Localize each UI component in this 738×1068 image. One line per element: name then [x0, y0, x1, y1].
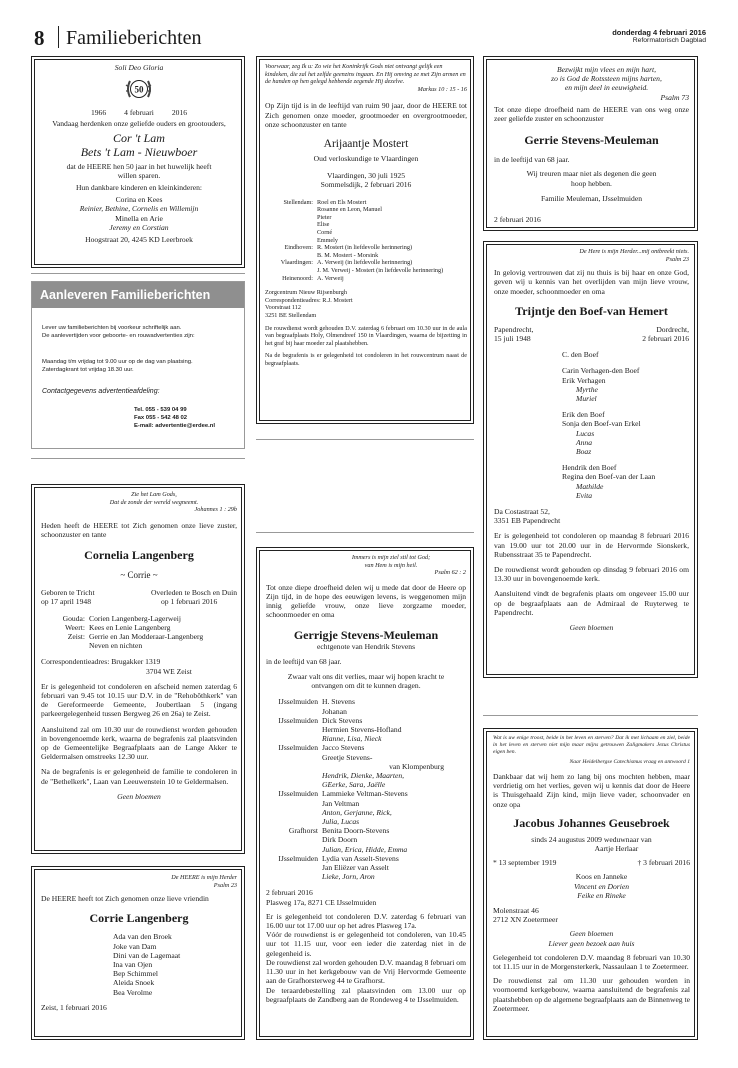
family-place: [266, 817, 322, 826]
family-member: Vincent en Dorien: [573, 881, 630, 891]
gerrigje-family-row: [266, 780, 466, 789]
gerrie-verse-1: Bezwijkt mijn vlees en mijn hart,: [556, 65, 657, 74]
family-names: Benita Doorn-Stevens: [322, 826, 390, 836]
gerrie-name: Gerrie Stevens-Meuleman: [524, 133, 659, 148]
family-names: Hendrik, Dienke, Maarten,: [322, 771, 405, 781]
jacobus-service: De rouwdienst zal om 11.30 uur gehouden worden in voornoemd kerkgebouw, waarna aansluitend de begrafenis zal plaatshebben op de algemene begraafplaats aan de Binnenweg te Zoetermeer.: [493, 976, 690, 1013]
family-member: Erik Verhagen: [562, 375, 606, 385]
relative-names: Gerrie en Jan Modderaar-Langenberg: [89, 632, 204, 641]
gerrigje-verse2: Zwaar valt ons dit verlies, maar wij hopen kracht te ontvangen om dit te kunnen dragen.: [287, 672, 445, 691]
family-place: [266, 835, 322, 844]
trijntje-died-date: 2 februari 2016: [642, 334, 689, 343]
family-place: [266, 845, 322, 854]
family-place: IJsselmuiden: [278, 853, 318, 863]
relative-place: Weert:: [64, 622, 85, 632]
jacobus-address-1: Molenstraat 46: [493, 906, 539, 916]
family-member: Erik den Boef: [562, 410, 605, 420]
relative-names: Neven en nichten: [89, 641, 143, 651]
mostert-verse: Voorwaar, zeg Ik u: Zo wie het Koninkrijk Gods niet ontvangt gelijk een kindeken, die zal het zelfde geenzins ingaan. En Hij omving ze met Zijn armen en de handen op hen gelegd hebbende zegende Hij dezelve.: [265, 63, 466, 86]
trijntje-intro: In gelovig vertrouwen dat zij nu thuis is bij haar en onze God, geven wij u kennis van het overlijden van mijn lieve vrouw, onze moeder, schoonmoeder en oma: [494, 268, 689, 296]
gerrigje-address: Plasweg 17a, 8271 CE IJsselmuiden: [266, 897, 377, 907]
gerrie-verse-2: zo is God de Rotssteen mijns harten,: [551, 74, 662, 84]
gerrigje-verse-2: van Hem is mijn heil.: [364, 561, 418, 569]
trijntje-family: [494, 350, 689, 500]
gerrigje-family-row: [266, 799, 466, 808]
family-names: Jan Eliëzer van Asselt: [322, 863, 389, 873]
cornelia-born-2: op 17 april 1948: [41, 597, 91, 607]
family-names: Rianne, Lisa, Nieck: [322, 734, 382, 744]
relative-names: Emmely: [317, 236, 338, 244]
cornelia-condolence: Er is gelegenheid tot condoleren en afscheid nemen zaterdag 6 februari van 9.45 tot 10.15 uur D.V. in de "Rehobôthkerk" van de Gereformeerde Gemeente, Joubertlaan 5 (ingang parkeergelegenheid tussen Bergweg 26 en 26a) te Zeist.: [41, 681, 237, 719]
gerrigje-name: Gerrigje Stevens-Meuleman: [293, 627, 439, 642]
cornelia-born-1: Geboren te Tricht: [41, 588, 95, 598]
trijntje-born-date: 15 juli 1948: [494, 334, 531, 343]
relative-names: Pieter: [317, 213, 332, 221]
notice-gerrie: [483, 56, 698, 231]
lam-year-end: 2016: [171, 108, 188, 118]
gerrie-date: 2 februari 2016: [494, 215, 541, 225]
relative-names: R. Mostert (in liefdevolle herinnering): [317, 244, 413, 252]
mostert-address-1: Zorgcentrum Nieuw Rijsenburgh: [265, 289, 347, 297]
mostert-died: Sommelsdijk, 2 februari 2016: [320, 180, 412, 190]
family-names: GEerke, Sara, Jaëlle: [322, 780, 386, 790]
gerrigje-family-row: [266, 734, 466, 743]
family-place: [266, 734, 322, 743]
relative-names: Roel en Els Mostert: [317, 198, 367, 206]
submission-title: Aanleveren Familieberichten: [40, 288, 211, 302]
cornelia-name: Cornelia Langenberg: [84, 548, 194, 563]
submission-tel: Tel. 055 - 539 04 99: [134, 407, 187, 413]
family-names: Dick Stevens: [322, 715, 363, 725]
submission-fax: Fax 055 - 542 48 02: [134, 415, 188, 421]
family-place: IJsselmuiden: [278, 697, 318, 707]
family-member: Muriel: [576, 394, 597, 404]
submission-title-bar: [32, 282, 244, 308]
gerrie-intro: Tot onze diepe droefheid nam de HEERE van ons weg onze zeer geliefde zuster en schoonzuster: [494, 104, 689, 124]
family-member: Evita: [576, 490, 593, 500]
gerrigje-verse-1: Immers is mijn ziel stil tot God;: [351, 554, 431, 561]
column-divider-5: [483, 715, 698, 716]
corrie-friends: [41, 932, 237, 996]
section-title: Familieberichten: [66, 27, 202, 49]
corrie-date: Zeist, 1 februari 2016: [41, 1002, 107, 1012]
gerrigje-date: 2 februari 2016: [266, 888, 313, 898]
gerrigje-intro: Tot onze diepe droefheid delen wij u mede dat door de Heere op Zijn tijd, in de hope des eeuwigen levens, is weggenomen mijn innig geliefde vrouw, onze lieve zorgzame moeder, schoonmoeder en oma: [266, 582, 466, 620]
family-place: [266, 725, 322, 734]
trijntje-flowers: Geen bloemen: [569, 623, 614, 633]
mostert-address-2: Correspondentieadres: R.J. Mostert: [265, 296, 353, 304]
gerrigje-verse-ref: Psalm 62 : 2: [434, 569, 466, 577]
mostert-relative-row: [265, 252, 467, 260]
jacobus-born: * 13 september 1919: [493, 858, 557, 868]
gerrie-verse-ref: Psalm 73: [660, 92, 689, 102]
submission-email[interactable]: E-mail: advertentie@erdee.nl: [134, 423, 216, 429]
mostert-relative-row: [265, 214, 467, 222]
corrie-intro: De HEERE heeft tot Zich genomen onze lieve vriendin: [41, 894, 209, 904]
lam-children-3: Jeremy en Corstian: [109, 222, 169, 232]
mostert-relative-row: [265, 237, 467, 245]
relative-place: [265, 237, 317, 245]
lam-intro: Vandaag herdenken onze geliefde ouders en grootouders,: [52, 119, 226, 129]
gerrigje-family-row: [266, 789, 466, 798]
lam-children-2: Minella en Arie: [115, 213, 163, 223]
relative-place: Heinenoord:: [282, 274, 313, 282]
family-names: Anton, Gerjanne, Rick,: [322, 807, 392, 817]
lam-body: dat de HEERE hen 50 jaar in het huwelijk heeft willen sparen.: [66, 161, 212, 180]
mostert-born: Vlaardingen, 30 juli 1925: [326, 171, 406, 181]
lam-date: 4 februari: [124, 108, 154, 118]
gerrigje-family-row: [266, 808, 466, 817]
jacobus-intro: Dankbaar dat wij hem zo lang bij ons mochten hebben, maar verdrietig om het verlies, geven wij u kennis dat door de Heere is Thuisgehaald Zijn kind, mijn lieve vader, schoonvader en onze opa: [493, 772, 690, 809]
family-member: Mathilde: [576, 481, 604, 491]
family-place: [266, 780, 322, 789]
family-place: Grafhorst: [288, 826, 318, 836]
mostert-relative-row: [265, 221, 467, 229]
notice-jacobus: [483, 728, 698, 1040]
lam-thanks: Hun dankbare kinderen en kleinkinderen:: [75, 183, 203, 193]
column-divider-4: [256, 532, 474, 533]
jacobus-flowers-2: Liever geen bezoek aan huis: [548, 938, 635, 948]
family-place: [266, 771, 322, 780]
family-place: [266, 707, 322, 716]
relative-place: Stellendam:: [283, 198, 313, 206]
gerrie-family: Familie Meuleman, IJsselmuiden: [540, 193, 643, 203]
family-member: Boaz: [576, 447, 592, 457]
relative-place: [41, 641, 89, 650]
lam-children-0: Corina en Kees: [115, 195, 163, 205]
cornelia-died-1: Overleden te Bosch en Duin: [150, 588, 237, 598]
notice-lam: [31, 56, 245, 268]
submission-info-box: [31, 281, 245, 449]
mostert-funeral: De rouwdienst wordt gehouden D.V. zaterdag 6 februari om 10.30 uur in de aula van begraafplaats Holy, Olmendreef 150 in Vlaardingen, waarna de bijzetting in het graf bij haar moeder zal plaatshebben.: [265, 324, 467, 347]
family-place: IJsselmuiden: [278, 789, 318, 799]
family-names: Dirk Doorn: [322, 835, 358, 845]
family-member: Regina den Boef-van der Laan: [562, 472, 656, 482]
mostert-address-4: 3251 BE Stellendam: [265, 311, 317, 319]
family-names: Julia, Lucas: [322, 817, 360, 827]
relative-names: Elise: [317, 221, 330, 229]
relative-place: [265, 206, 317, 214]
friend-name: Bep Schimmel: [113, 969, 158, 979]
relative-place: [265, 221, 317, 229]
trijntje-service: De rouwdienst wordt gehouden op dinsdag 9 februari 2016 om 13.30 uur in bovengenoemde kerk.: [494, 565, 689, 584]
relative-place: Zeist:: [67, 632, 85, 641]
mostert-relative-row: [265, 267, 467, 275]
cornelia-relative-row: [41, 632, 237, 641]
mostert-verse-ref: Markus 10 : 15 - 16: [417, 85, 467, 93]
lam-names-1: Cor 't Lam: [113, 130, 165, 145]
gerrigje-service: De rouwdienst zal worden gehouden D.V. maandag 8 februari om 11.30 uur in het kerkgebouw van de Vrij Hervormde Gemeente aan de Grafhorsterweg 44 te Grafhorst.: [266, 957, 466, 986]
gerrigje-burial: De teraardebestelling zal plaatsvinden om 13.00 uur op begraafplaats de Zandberg aan de Rondeweg 4 te IJsselmuiden.: [266, 985, 466, 1004]
mostert-relative-row: [265, 275, 467, 283]
family-names: van Klompenburg: [389, 761, 444, 771]
family-names: Julian, Erica, Hidde, Emma: [322, 844, 408, 854]
cornelia-relative-row: [41, 614, 237, 623]
gerrigje-family-row: [266, 872, 466, 881]
friend-name: Bea Verolme: [113, 987, 153, 997]
family-member: Anna: [576, 437, 593, 447]
jacobus-verse-ref: Naar Heidelbergse Catechismus vraag en antwoord 1: [569, 759, 690, 765]
page-number: 8: [34, 26, 45, 50]
relative-place: Eindhoven:: [284, 244, 313, 252]
gerrigje-before: Vóór de rouwdienst is er gelegenheid tot condoleren, van 10.45 uur tot 11.15 uur, voor een ieder die zaterdag niet in de gelegenheid is.: [266, 930, 466, 958]
relative-names: Corien Langenberg-Lagerweij: [89, 613, 181, 623]
header-date: donderdag 4 februari 2016: [612, 28, 706, 37]
family-names: Lammieke Veltman-Stevens: [322, 789, 408, 799]
jacobus-sub-1: sinds 24 augustus 2009 weduwnaar van: [531, 834, 652, 844]
family-member: Myrthe: [576, 384, 598, 394]
relative-names: A. Verweij: [317, 274, 344, 282]
lam-names-2: Bets 't Lam - Nieuwboer: [80, 144, 198, 159]
gerrigje-family-row: [266, 743, 466, 752]
jacobus-died: † 3 februari 2016: [637, 858, 690, 868]
anniversary-wreath-icon: [124, 75, 154, 101]
gerrie-age: in de leeftijd van 68 jaar.: [494, 155, 570, 165]
family-member: C. den Boef: [562, 350, 599, 360]
jacobus-flowers-1: Geen bloemen: [569, 929, 614, 939]
submission-line-1: Lever uw familieberichten bij voorkeur schriftelijk aan.: [42, 325, 182, 331]
gerrigje-family-row: [266, 771, 466, 780]
family-member: Hendrik den Boef: [562, 463, 617, 473]
corrie-verse-ref: Psalm 23: [213, 881, 237, 889]
trijntje-verse: De Here is mijn Herder...mij ontbreekt niets.: [579, 248, 689, 255]
cornelia-died-2: op 1 februari 2016: [160, 597, 218, 607]
gerrigje-family-row: [266, 697, 466, 706]
gerrigje-family-row: [266, 725, 466, 734]
gerrigje-condolence: Er is gelegenheid tot condoleren D.V. zaterdag 6 februari van 16.00 uur tot 17.00 uur op het adres Plasweg 17a.: [266, 911, 466, 931]
cornelia-relatives: [41, 614, 237, 651]
mostert-relatives: [265, 199, 467, 283]
family-member: Koos en Janneke: [575, 872, 628, 882]
relative-place: Gouda:: [62, 613, 85, 623]
family-place: IJsselmuiden: [278, 743, 318, 753]
header-divider: [58, 26, 59, 48]
trijntje-born-place: Papendrecht,: [494, 324, 534, 334]
notice-cornelia: [31, 484, 245, 854]
column-divider-1: [31, 273, 245, 274]
family-member: Feike en Rineke: [577, 890, 626, 900]
mostert-relative-row: [265, 206, 467, 214]
relative-names: J. M. Verweij - Mostert (in liefdevolle herinnering): [317, 266, 444, 274]
friend-name: Joke van Dam: [113, 941, 157, 951]
jacobus-address-2: 2712 XN Zoetermeer: [493, 915, 558, 925]
submission-contact-label: Contactgegevens advertentieafdeling:: [42, 388, 160, 395]
trijntje-address-1: Da Costastraat 52,: [494, 507, 550, 517]
cornelia-relative-row: [41, 641, 237, 650]
mostert-relative-row: [265, 259, 467, 267]
mostert-relative-row: [265, 244, 467, 252]
trijntje-address-2: 3351 EB Papendrecht: [494, 516, 561, 526]
family-names: H. Stevens: [322, 697, 355, 707]
lam-badge: 50: [134, 84, 144, 95]
lam-children-1: Reinier, Bethine, Cornelis en Willemijn: [79, 204, 199, 214]
relative-names: A. Verweij (in liefdevolle herinnering): [317, 259, 413, 267]
gerrigje-family-row: [266, 716, 466, 725]
submission-line-4: Zaterdagkrant tot vrijdag 18.30 uur.: [42, 367, 134, 373]
trijntje-name: Trijntje den Boef-van Hemert: [515, 303, 668, 318]
cornelia-after: Na de begrafenis is er gelegenheid de familie te condoleren in de "Bethelkerk", Laan van Leeuwenstein 10 te Geldermalsen.: [41, 767, 237, 786]
relative-names: Kees en Lenie Langenberg: [89, 622, 171, 632]
lam-year-start: 1966: [90, 108, 107, 118]
cornelia-address-2: 3704 WE Zeist: [146, 666, 192, 676]
gerrigje-sub: echtgenote van Hendrik Stevens: [316, 641, 416, 651]
relative-names: Corné: [317, 228, 333, 236]
mostert-name: Arijaantje Mostert: [323, 137, 409, 150]
lam-motto: Soli Deo Gloria: [114, 63, 164, 72]
gerrigje-family-row: [266, 835, 466, 844]
relative-place: [265, 267, 317, 275]
jacobus-sub-2: Aartje Herlaar: [594, 844, 639, 854]
family-names: Jacco Stevens: [322, 743, 365, 753]
gerrigje-family-row: [266, 826, 466, 835]
jacobus-name: Jacobus Johannes Geusebroek: [513, 815, 670, 830]
cornelia-verse-2: Dat de zonde der wereld wegneemt.: [109, 498, 199, 506]
trijntje-verse-ref: Psalm 23: [665, 255, 689, 263]
family-member: [562, 456, 689, 463]
family-place: IJsselmuiden: [278, 715, 318, 725]
family-member: [562, 359, 689, 366]
cornelia-relative-row: [41, 623, 237, 632]
gerrigje-family: [266, 697, 466, 881]
gerrigje-family-row: [266, 863, 466, 872]
relative-names: Rosanne en Leon, Manuel: [317, 206, 382, 214]
jacobus-condolence: Gelegenheid tot condoleren D.V. maandag 8 februari van 10.30 tot 11.15 uur in de Morgensterkerk, Nassaulaan 1 te Zoetermeer.: [493, 952, 690, 972]
column-divider-2: [31, 458, 245, 459]
notice-corrie: [31, 866, 245, 1040]
cornelia-address-1: Correspondentieadres: Brugakker 1319: [41, 657, 161, 667]
corrie-verse: De HEERE is mijn Herder: [171, 874, 237, 881]
trijntje-condolence: Er is gelegenheid tot condoleren op maandag 8 februari 2016 van 19.00 uur tot 20.00 uur in de Hervormde Sionskerk, Rubensstraat 35 te Papendrecht.: [494, 531, 689, 559]
mostert-relative-row: [265, 229, 467, 237]
family-member: Lucas: [576, 428, 595, 438]
family-names: Lydia van Asselt-Stevens: [322, 853, 399, 863]
gerrie-sorrow: Wij treuren maar niet als degenen die geen hoop hebben.: [526, 169, 657, 188]
relative-place: [265, 252, 317, 260]
cornelia-verse-1: Zie het Lam Gods,: [131, 491, 177, 498]
friend-name: Aleida Snoek: [113, 978, 155, 988]
submission-line-2: De aanlevertijden voor geboorte- en rouwadvertenties zijn:: [42, 333, 195, 339]
notice-trijntje: [483, 241, 698, 678]
jacobus-verse: Wat is uw enige troost, beide in het leven en sterven? Dat ik met lichaam en ziel, beide in het leven en sterven niet mijn maar mijns getrouwen Zaligmakers Jezus Christus eigen ben.: [493, 735, 690, 755]
family-names: Greetje Stevens-: [322, 752, 373, 762]
cornelia-verse-ref: Johannes 1 : 29b: [194, 506, 237, 514]
family-place: [266, 808, 322, 817]
family-names: Jan Veltman: [322, 798, 360, 808]
friend-name: Dini van de Lagemaat: [113, 950, 181, 960]
jacobus-family: [493, 872, 690, 900]
gerrigje-family-row: [266, 817, 466, 826]
family-member: [562, 403, 689, 410]
gerrigje-family-row: [266, 762, 466, 771]
family-place: [266, 753, 322, 762]
family-place: [266, 762, 322, 771]
cornelia-flowers: Geen bloemen: [117, 791, 161, 801]
relative-names: B. M. Mostert - Morsink: [317, 251, 379, 259]
family-names: Johanan: [322, 706, 347, 716]
family-place: [266, 872, 322, 881]
mostert-relative-row: [265, 199, 467, 207]
family-member: Carin Verhagen-den Boef: [562, 366, 640, 376]
trijntje-died-place: Dordrecht,: [656, 324, 689, 334]
family-place: [266, 863, 322, 872]
friend-name: Ada van den Broek: [113, 932, 172, 942]
family-names: Lieke, Jorn, Aron: [322, 872, 375, 882]
lam-address: Hoogstraat 20, 4245 KD Leerbroek: [85, 235, 193, 245]
cornelia-nickname: ~ Corrie ~: [120, 570, 158, 581]
gerrigje-family-row: [266, 707, 466, 716]
gerrie-verse-3: en mijn deel in eeuwigheid.: [564, 83, 649, 93]
cornelia-intro: Heden heeft de HEERE tot Zich genomen onze lieve zuster, schoonzuster en tante: [41, 520, 237, 539]
column-divider-3: [256, 439, 474, 440]
family-place: [266, 799, 322, 808]
gerrigje-family-row: [266, 845, 466, 854]
corrie-name: Corrie Langenberg: [89, 911, 189, 926]
gerrigje-family-row: [266, 854, 466, 863]
cornelia-service: Aansluitend zal om 10.30 uur de rouwdienst worden gehouden in bovengenoemde kerk, waarna de begrafenis zal plaatsvinden op de Gemeentelijke Begraafplaats aan de Lange Akker te Geldermalsen omstreeks 12.30 uur.: [41, 724, 237, 762]
family-names: Hermien Stevens-Hofland: [322, 725, 402, 735]
family-member: Sonja den Boef-van Erkel: [562, 419, 641, 429]
page-header: [30, 24, 710, 50]
trijntje-burial: Aansluitend vindt de begrafenis plaats om ongeveer 15.00 uur op de begraafplaats aan de Admiraal de Ruyterweg te Papendrecht.: [494, 589, 689, 617]
relative-place: Vlaardingen:: [280, 259, 313, 267]
friend-name: Ina van Ojen: [113, 960, 153, 969]
notice-gerrigje: [256, 547, 474, 1040]
gerrigje-family-row: [266, 753, 466, 762]
mostert-condolence: Na de begrafenis is er gelegenheid tot condoleren in het rouwcentrum naast de begraafplaats.: [265, 352, 467, 367]
header-paper: Reformatorisch Dagblad: [632, 37, 706, 44]
mostert-intro: Op Zijn tijd is in de leeftijd van ruim 90 jaar, door de HEERE tot Zich genomen onze moeder, grootmoeder en overgrootmoeder, onze schoonzuster en tante: [265, 101, 467, 129]
relative-place: [265, 229, 317, 237]
mostert-sub: Oud verloskundige te Vlaardingen: [313, 153, 419, 163]
mostert-address-3: Voorstraat 112: [265, 304, 301, 312]
relative-place: [265, 214, 317, 222]
submission-line-3: Maandag t/m vrijdag tot 9.00 uur op de dag van plaatsing.: [42, 359, 193, 365]
notice-mostert: [256, 56, 474, 424]
gerrigje-age: in de leeftijd van 68 jaar.: [266, 656, 342, 666]
